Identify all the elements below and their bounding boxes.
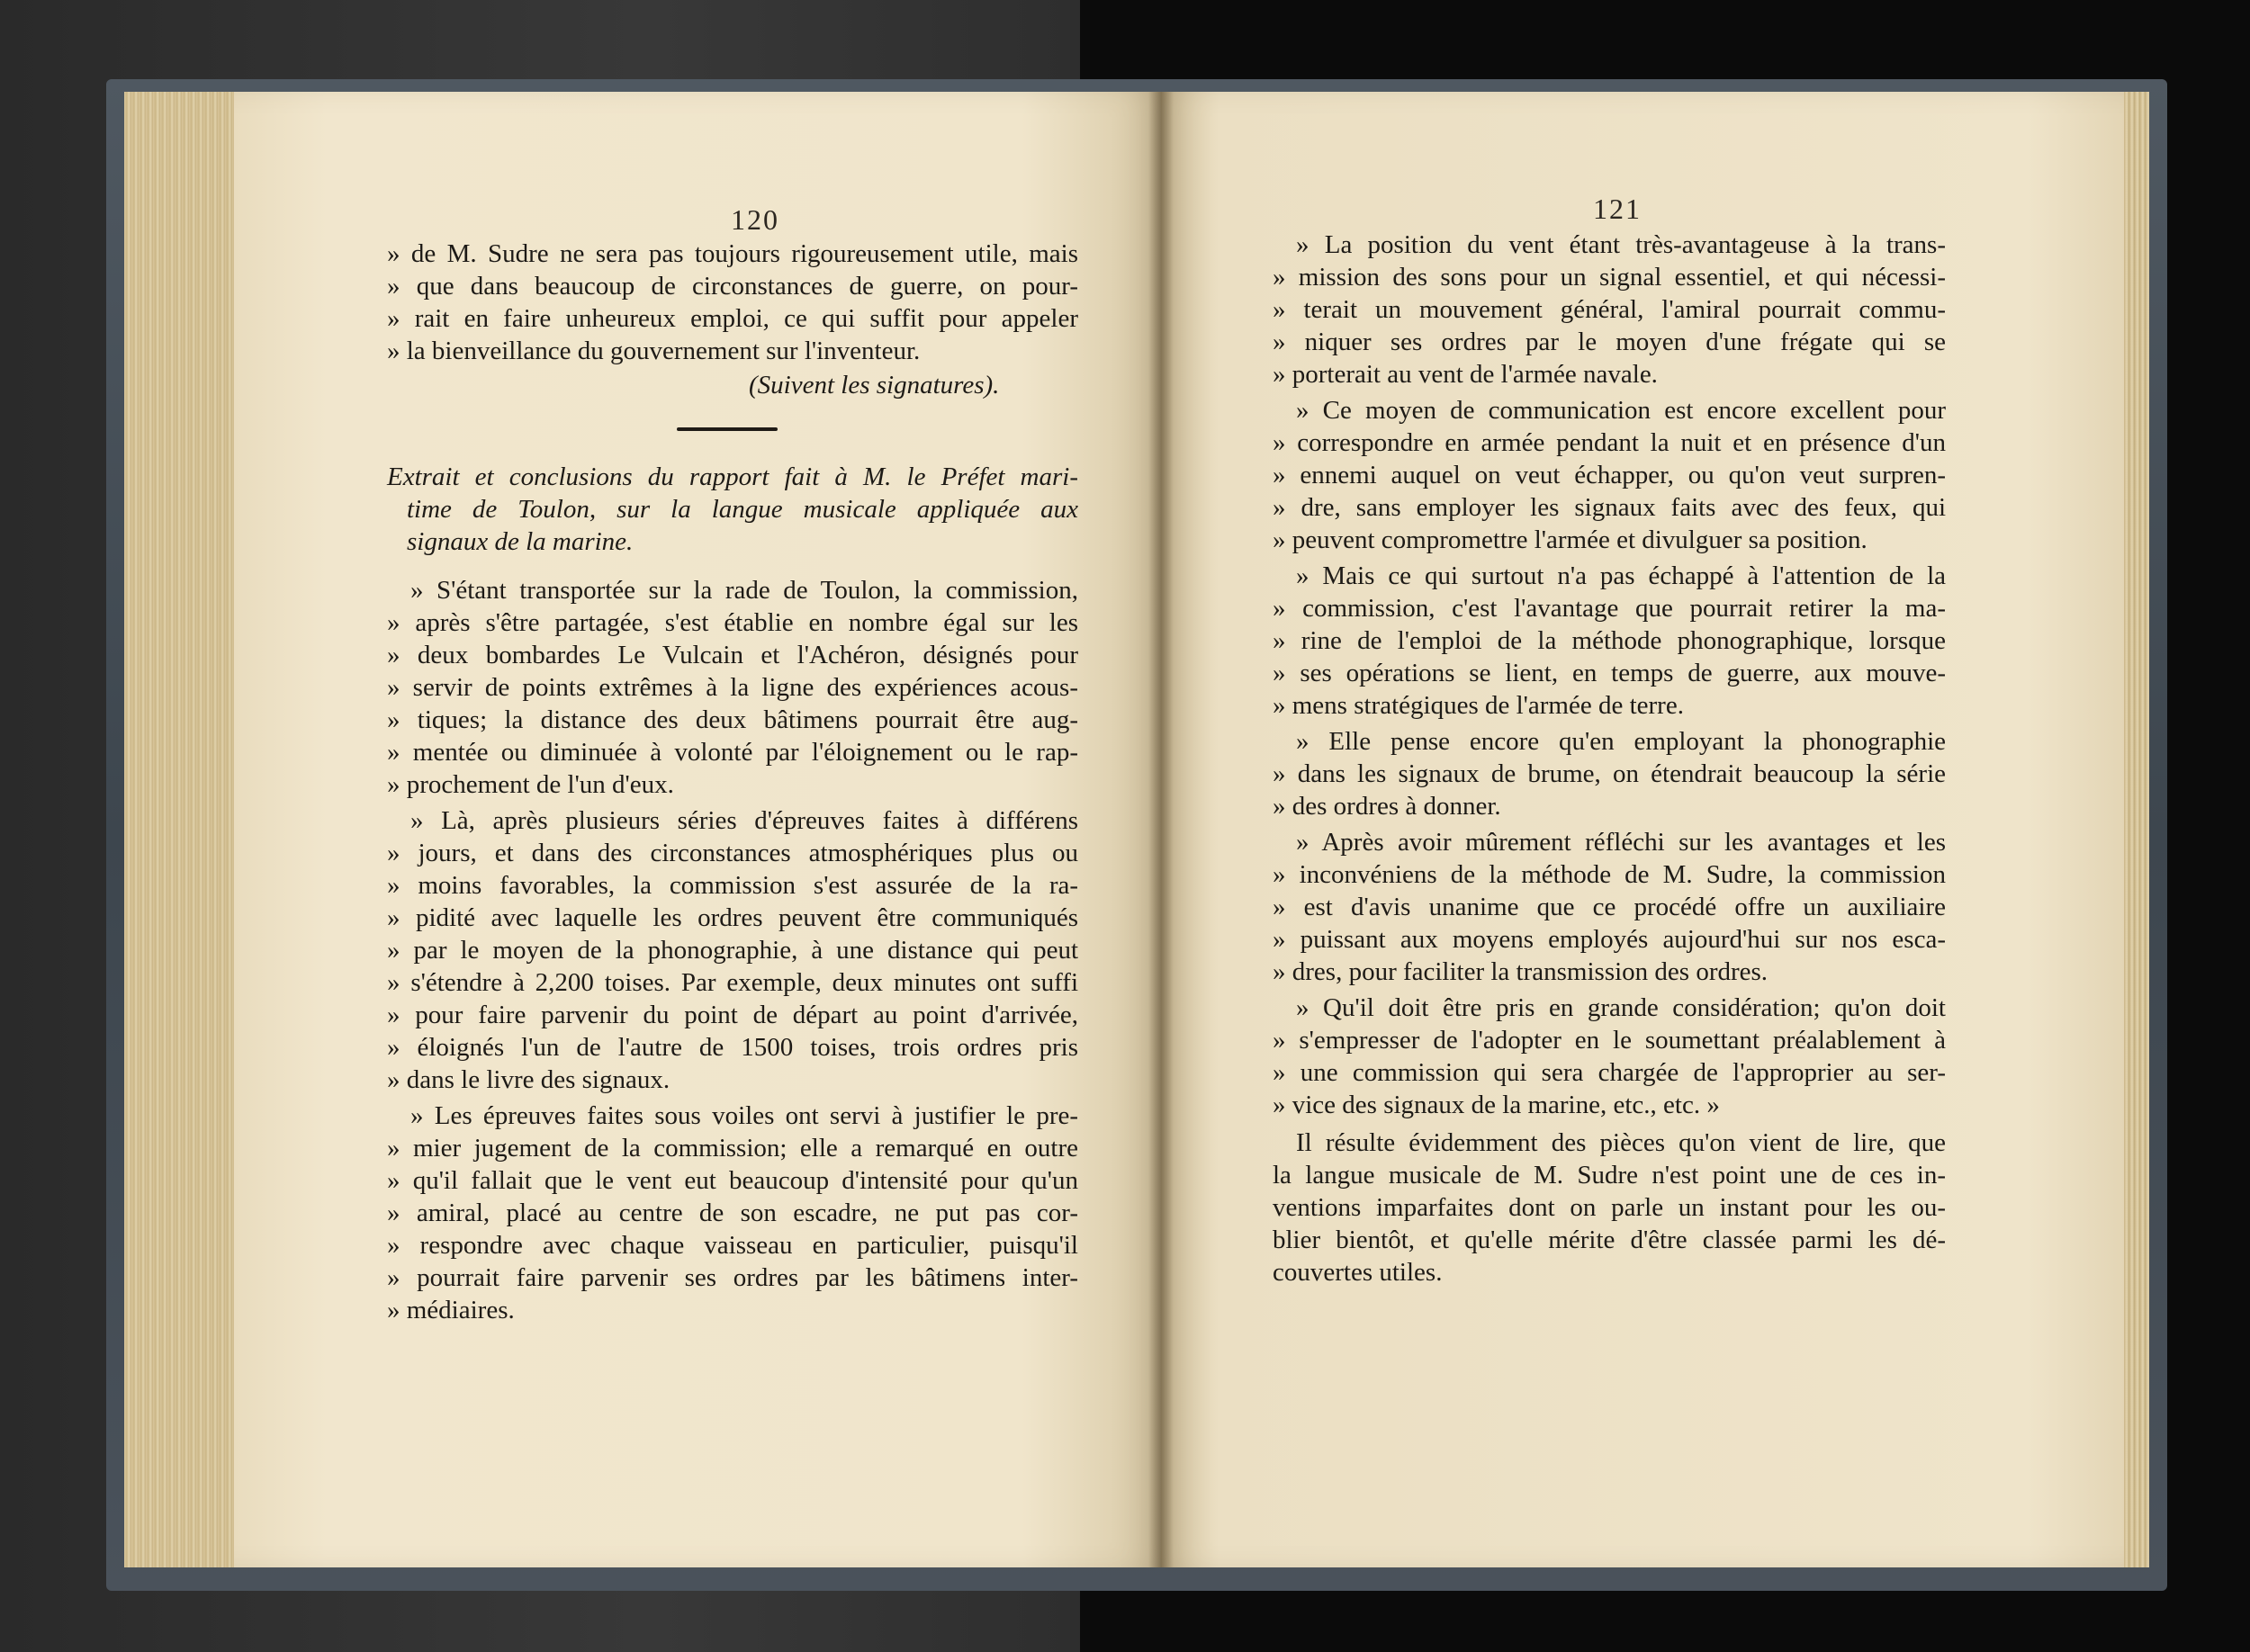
text-line: » des ordres à donner. — [1273, 792, 1501, 821]
text-line: » pidité avec laquelle les ordres peuvent être communiqués — [387, 903, 1078, 932]
text-line: » Ce moyen de communication est encore excellent pour — [1296, 396, 1946, 425]
text-line: la langue musicale de M. Sudre n'est point une de ces in- — [1273, 1161, 1946, 1190]
text-line: » amiral, placé au centre de son escadre, ne put pas cor- — [387, 1199, 1078, 1227]
text-line: ventions imparfaites dont on parle un instant pour les ou- — [1273, 1193, 1946, 1222]
section-heading-line: Extrait et conclusions du rapport fait à M. le Préfet mari- — [387, 462, 1078, 491]
text-line: » peuvent compromettre l'armée et divulguer sa position. — [1273, 525, 1868, 554]
text-line: » mission des sons pour un signal essentiel, et qui nécessi- — [1273, 263, 1946, 292]
text-line: » Elle pense encore qu'en employant la phonographie — [1296, 727, 1946, 756]
section-rule — [677, 427, 778, 431]
text-line: » ennemi auquel on veut échapper, ou qu'on veut surpren- — [1273, 461, 1946, 489]
text-line: » mier jugement de la commission; elle a remarqué en outre — [387, 1134, 1078, 1163]
text-line: » pour faire parvenir du point de départ au point d'arrivée, — [387, 1001, 1078, 1029]
text-line: » dans les signaux de brume, on étendrait beaucoup la série — [1273, 759, 1946, 788]
text-line: » inconvéniens de la méthode de M. Sudre, la commission — [1273, 860, 1946, 889]
text-line: » rine de l'emploi de la méthode phonographique, lorsque — [1273, 626, 1946, 655]
text-line: » de M. Sudre ne sera pas toujours rigoureusement utile, mais — [387, 239, 1078, 268]
text-line: » Les épreuves faites sous voiles ont servi à justifier le pre- — [410, 1101, 1078, 1130]
text-line: » commission, c'est l'avantage que pourrait retirer la ma- — [1273, 594, 1946, 623]
text-line: » vice des signaux de la marine, etc., etc. » — [1273, 1091, 1720, 1119]
text-line: » porterait au vent de l'armée navale. — [1273, 360, 1658, 389]
page-number-right: 121 — [1593, 193, 1642, 225]
text-line: » qu'il fallait que le vent eut beaucoup d'intensité pour qu'un — [387, 1166, 1078, 1195]
text-line: » prochement de l'un d'eux. — [387, 770, 674, 799]
text-line: » niquer ses ordres par le moyen d'une frégate qui se — [1273, 328, 1946, 356]
text-line: » dre, sans employer les signaux faits avec des feux, qui — [1273, 493, 1946, 522]
text-line: » respondre avec chaque vaisseau en particulier, puisqu'il — [387, 1231, 1078, 1260]
text-line: » jours, et dans des circonstances atmosphériques plus ou — [387, 839, 1078, 867]
text-line: » correspondre en armée pendant la nuit et en présence d'un — [1273, 428, 1946, 457]
text-line: blier bientôt, et qu'elle mérite d'être classée parmi les dé- — [1273, 1226, 1946, 1254]
text-line: » ses opérations se lient, en temps de guerre, aux mouve- — [1273, 659, 1946, 687]
text-line: » Après avoir mûrement réfléchi sur les avantages et les — [1296, 828, 1946, 857]
text-line: » servir de points extrêmes à la ligne des expériences acous- — [387, 673, 1078, 702]
text-line: couvertes utiles. — [1273, 1258, 1443, 1287]
text-line: Il résulte évidemment des pièces qu'on vient de lire, que — [1296, 1128, 1946, 1157]
text-line: » rait en faire unheureux emploi, ce qui suffit pour appeler — [387, 304, 1078, 333]
text-line: » pourrait faire parvenir ses ordres par les bâtimens inter- — [387, 1263, 1078, 1292]
text-line: » deux bombardes Le Vulcain et l'Achéron, désignés pour — [387, 641, 1078, 669]
text-line: » Mais ce qui surtout n'a pas échappé à l'attention de la — [1296, 561, 1946, 590]
text-line: » s'empresser de l'adopter en le soumettant préalablement à — [1273, 1026, 1946, 1055]
book-gutter — [1148, 92, 1174, 1567]
page-number-left: 120 — [731, 203, 779, 236]
text-line: » mens stratégiques de l'armée de terre. — [1273, 691, 1684, 720]
text-line: » terait un mouvement général, l'amiral pourrait commu- — [1273, 295, 1946, 324]
text-line: » La position du vent étant très-avantageuse à la trans- — [1296, 230, 1946, 259]
text-line: » mentée ou diminuée à volonté par l'éloignement ou le rap- — [387, 738, 1078, 767]
text-line: » une commission qui sera chargée de l'approprier au ser- — [1273, 1058, 1946, 1087]
text-line: » S'étant transportée sur la rade de Toulon, la commission, — [410, 576, 1078, 605]
text-line: » s'étendre à 2,200 toises. Par exemple, deux minutes ont suffi — [387, 968, 1078, 997]
text-line: » éloignés l'un de l'autre de 1500 toises, trois ordres pris — [387, 1033, 1078, 1062]
text-line: » après s'être partagée, s'est établie en nombre égal sur les — [387, 608, 1078, 637]
text-line: » Là, après plusieurs séries d'épreuves faites à différens — [410, 806, 1078, 835]
text-line: » médiaires. — [387, 1296, 515, 1324]
text-line: » puissant aux moyens employés aujourd'hui sur nos esca- — [1273, 925, 1946, 954]
signatures-line: (Suivent les signatures). — [749, 371, 1000, 400]
text-line: » dres, pour faciliter la transmission des ordres. — [1273, 957, 1768, 986]
page-edges-left — [124, 92, 241, 1567]
text-line: » dans le livre des signaux. — [387, 1065, 670, 1094]
text-line: » Qu'il doit être pris en grande considération; qu'on doit — [1296, 993, 1946, 1022]
text-line: » que dans beaucoup de circonstances de guerre, on pour- — [387, 272, 1078, 301]
section-heading-line: signaux de la marine. — [407, 527, 634, 556]
text-line: » par le moyen de la phonographie, à une distance qui peut — [387, 936, 1078, 965]
section-heading-line: time de Toulon, sur la langue musicale appliquée aux — [407, 495, 1078, 524]
text-line: » la bienveillance du gouvernement sur l'inventeur. — [387, 337, 921, 365]
text-line: » est d'avis unanime que ce procédé offre un auxiliaire — [1273, 893, 1946, 921]
text-line: » moins favorables, la commission s'est assurée de la ra- — [387, 871, 1078, 900]
text-line: » tiques; la distance des deux bâtimens pourrait être aug- — [387, 705, 1078, 734]
